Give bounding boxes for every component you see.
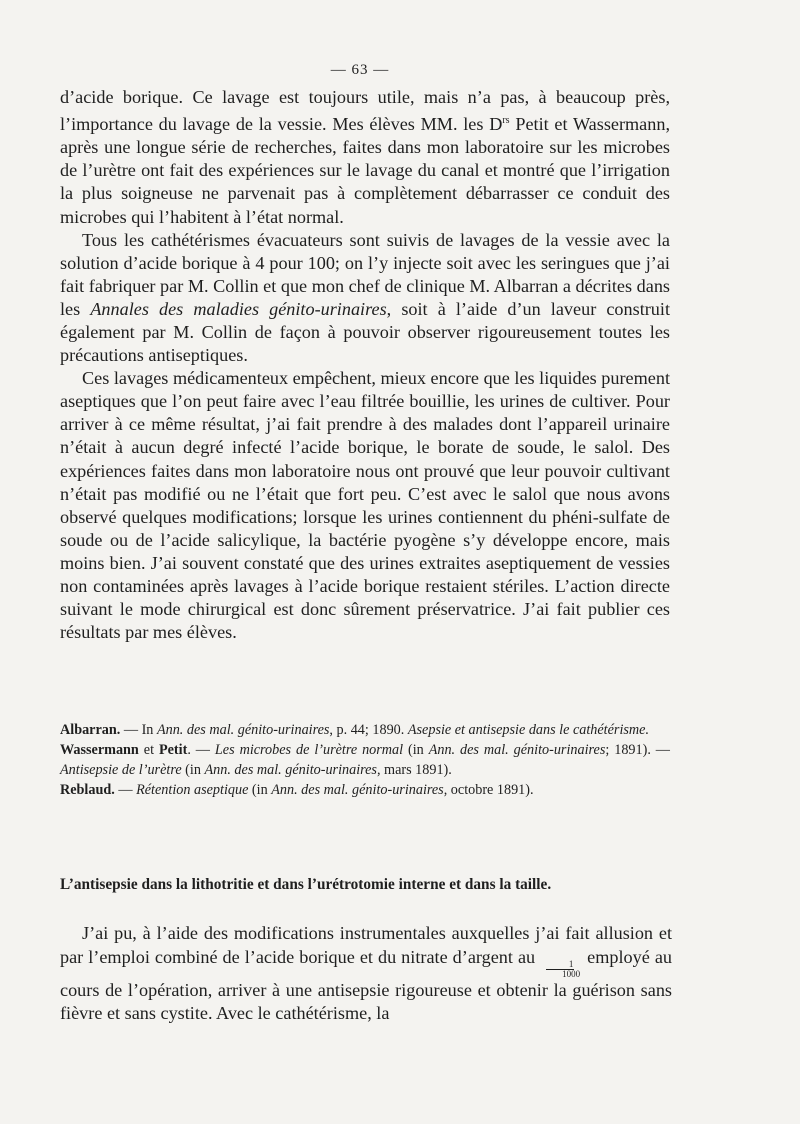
section-heading: L’antisepsie dans la lithotritie et dans l’urétrotomie interne et dans la taille. [60,876,552,893]
reference-part: Les microbes de l’urètre normal [214,742,404,758]
paragraph-3: Ces lavages médicamenteux empêchent, mieux encore que les liquides purement aseptiques que l’on peut faire avec l’eau filtrée bouillie, les urines de cultiver. Pour arriver à ce même résultat, j’ai fait prendre à des malades dont l’appareil urinaire n’était à aucun degré infecté l’acide borique, le borate de soude, le salol. Des expériences faites dans mon laboratoire nous ont prouvé que leur pouvoir cultivant n’était pas modifié ou ne l’était que fort peu. C’est avec le salol que nous avons observé quelques modifications; lorsque les urines contiennent du phéni-sulfate de soude ou de l’acide salicylique, la bactérie pyogène s’y développe encore, mais moins bien. J’ai souvent constaté que des urines extraites aseptiquement de vessies non contaminées après lavages à l’acide borique restaient stériles. L’action directe suivant le mode chirurgical est donc sûrement préservatrice. J’ai fait publier ces résultats par mes élèves. [60,368,670,643]
reference-part: (in [248,782,272,798]
reference-part: Ann. des mal. génito-urinaires [156,722,330,738]
reference-part: , p. 44; 1890. [329,722,408,738]
section-paragraph: J’ai pu, à l’aide des modifications instrumentales auxquelles j’ai fait allusion et par l’emploi combiné de l’acide borique et du nitrate d’argent au $\frac{1}{1000}$ employé au cours de l’opération, arriver à une antisepsie rigoureuse et obtenir la guérison sans fièvre et sans cystite. Avec le cathétérisme, la [60,923,672,1024]
reference-author: Reblaud. [60,782,115,798]
reference-part: Ann. des mal. génito-urinaires [204,762,377,778]
reference-part: Petit [158,742,188,758]
reference-part: Ann. des mal. génito-urinaires [271,782,444,798]
paragraph-2: Tous les cathétérismes évacuateurs sont suivis de lavages de la vessie avec la solution d’acide borique à 4 pour 100; on l’y injecte soit avec les seringues que j’ai fait fabriquer par M. Collin et que mon chef de clinique M. Albarran a décrites dans les Annales des maladies génito-urinaires, soit à l’aide d’un laveur construit également par M. Collin de façon à pouvoir observer rigoureusement toutes les précautions antiseptiques. [60,229,670,366]
reference-part: et [138,742,159,758]
reference-part: Antisepsie de l’urètre [60,762,182,778]
paragraph-1: d’acide borique. Ce lavage est toujours utile, mais n’a pas, à beaucoup près, l’importance du lavage de la vessie. Mes élèves MM. les $D^{rs}$ Petit et Wassermann, après une longue série de recherches, faites dans mon laboratoire sur les microbes de l’urètre ont fait des expériences sur le lavage du canal et montré que l’irrigation la plus soigneuse ne parvenait pas à complètement débarrasser ce conduit des microbes qui l’habitent à l’état normal. [60,87,670,227]
reference-part: Ann. des mal. génito-urinaires [428,742,606,758]
reference-entry [60,720,670,740]
reference-part: — In [120,722,157,738]
reference-part: — [114,782,137,798]
reference-part: Asepsie et antisepsie dans le cathétérisme. [407,722,649,738]
reference-part: . — [187,742,215,758]
reference-part: (in [181,762,205,778]
reference-entry [60,780,670,800]
fraction: $\frac{1}{1000}$ [540,960,580,979]
main-text [60,86,670,644]
section-text [60,922,672,1026]
page-number: — 63 — [330,62,390,78]
reference-part: (in [403,742,429,758]
reference-author: Albarran. [60,722,121,738]
reference-author: Wassermann [60,742,139,758]
reference-part: Rétention aseptique [136,782,249,798]
reference-entry [60,740,670,780]
reference-part: ; 1891). — [605,742,670,758]
references [60,720,670,800]
superscript: rs [502,115,510,127]
reference-part: , mars 1891). [376,762,452,778]
reference-part: , octobre 1891). [443,782,534,798]
journal-title: Annales des maladies génito-urinaires [90,298,387,319]
